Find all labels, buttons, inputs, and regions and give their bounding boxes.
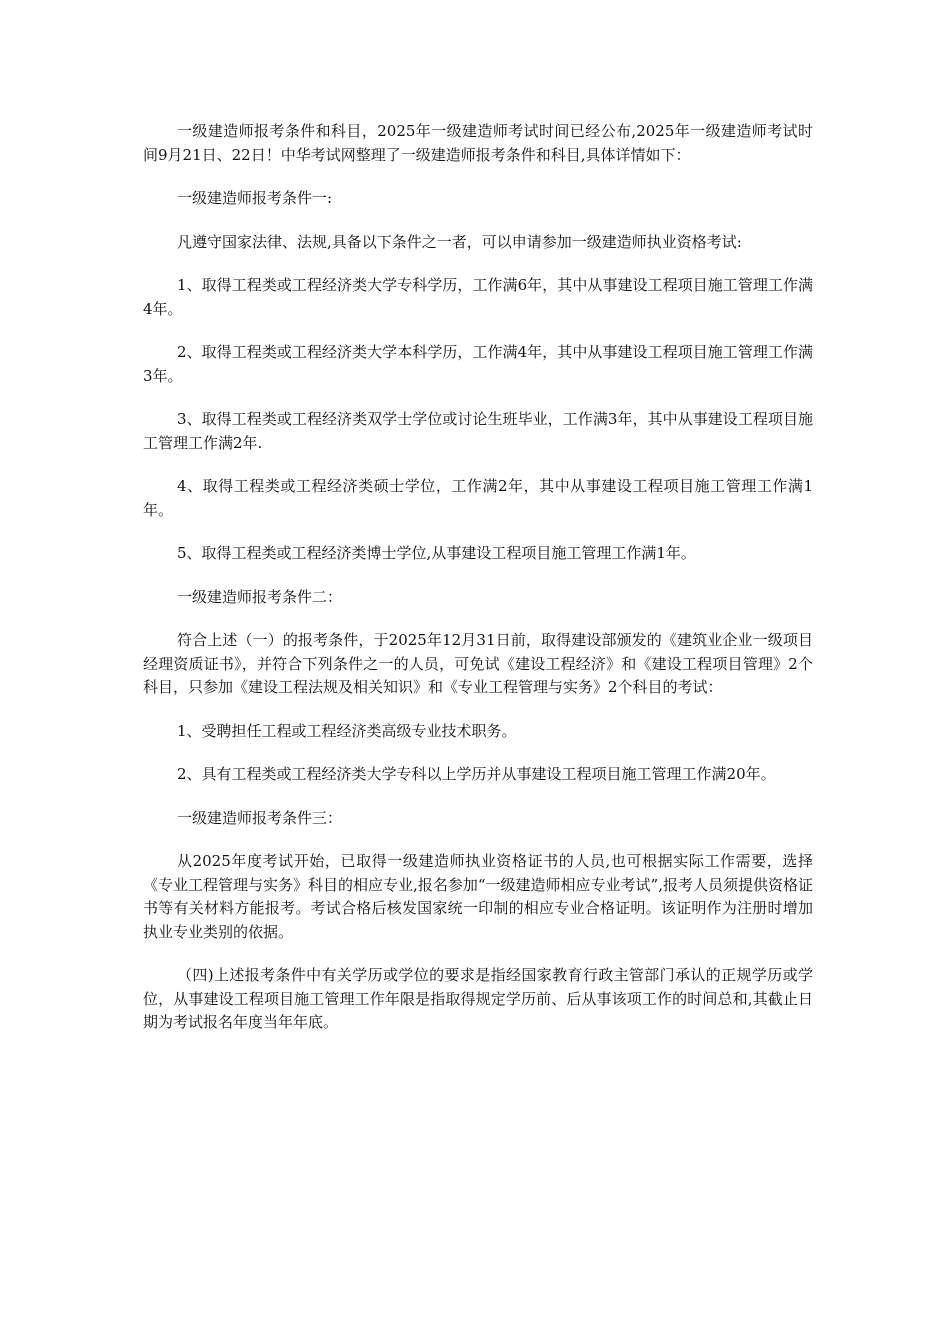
condition-1-item-4: 4、取得工程类或工程经济类硕士学位，工作满2年，其中从事建设工程项目施工管理工作满1年。 [143,477,813,519]
condition-3-body: 从2025年度考试开始，已取得一级建造师执业资格证书的人员,也可根据实际工作需要，选择《专业工程管理与实务》科目的相应专业,报名参加“一级建造师相应专业考试”,报考人员须提供资格证书等有关材料方能报考。考试合格后核发国家统一印制的相应专业合格证明。该证明作为注册时增加执业专业类别的依据。 [143,852,813,941]
condition-2-item-1: 1、受聘担任工程或工程经济类高级专业技术职务。 [177,721,517,740]
condition-1-item-2: 2、取得工程类或工程经济类大学本科学历，工作满4年，其中从事建设工程项目施工管理工作满3年。 [143,343,813,385]
section-heading-condition-3: 一级建造师报考条件三： [177,808,343,827]
intro-paragraph: 一级建造师报考条件和科目，2025年一级建造师考试时间已经公布,2025年一级建造师考试时间9月21日、22日！中华考试网整理了一级建造师报考条件和科目,具体详情如下： [143,122,813,164]
condition-2-intro: 符合上述（一）的报考条件，于2025年12月31日前，取得建设部颁发的《建筑业企业一级项目经理资质证书》，并符合下列条件之一的人员，可免试《建设工程经济》和《建设工程项目管理》2个科目，只参加《建设工程法规及相关知识》和《专业工程管理与实务》2个科目的考试： [143,631,813,696]
condition-4-body: （四)上述报考条件中有关学历或学位的要求是指经国家教育行政主管部门承认的正规学历或学位，从事建设工程项目施工管理工作年限是指取得规定学历前、后从事该项工作的时间总和,其截止日期为考试报名年度当年年底。 [143,966,813,1031]
condition-1-item-1: 1、取得工程类或工程经济类大学专科学历，工作满6年，其中从事建设工程项目施工管理工作满4年。 [143,276,813,318]
condition-1-item-5: 5、取得工程类或工程经济类博士学位,从事建设工程项目施工管理工作满1年。 [177,544,696,562]
section-heading-condition-2: 一级建造师报考条件二： [177,587,343,606]
condition-2-item-2: 2、具有工程类或工程经济类大学专科以上学历并从事建设工程项目施工管理工作满20年。 [177,765,776,783]
document-body [143,120,813,1055]
section-heading-condition-1: 一级建造师报考条件一: [177,189,333,207]
condition-1-item-3: 3、取得工程类或工程经济类双学士学位或讨论生班毕业，工作满3年，其中从事建设工程项目施工管理工作满2年. [143,410,813,452]
condition-1-intro: 凡遵守国家法律、法规,具备以下条件之一者，可以申请参加一级建造师执业资格考试: [177,232,742,251]
